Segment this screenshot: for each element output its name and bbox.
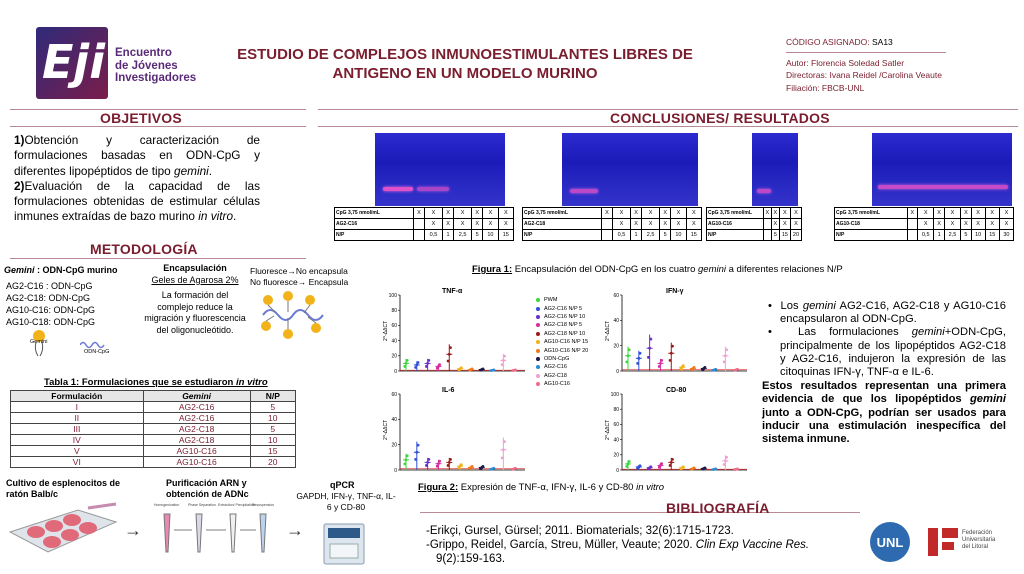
data-point	[627, 354, 630, 357]
legend-label: AG10-C16 N/P 15	[544, 339, 589, 346]
legend-swatch	[536, 357, 540, 361]
y-tick-label: 40	[391, 417, 397, 424]
legend-swatch	[536, 365, 540, 369]
data-point	[492, 467, 495, 470]
data-point	[405, 362, 408, 365]
results-heading: CONCLUSIONES/ RESULTADOS	[610, 110, 830, 126]
data-point	[669, 464, 672, 467]
data-point	[482, 367, 485, 370]
step-label: Extraction/ Precipitation	[218, 503, 255, 507]
data-point	[514, 467, 517, 470]
author: Autor: Florencia Soledad Satler	[786, 57, 905, 68]
data-point	[414, 458, 417, 461]
legend-swatch	[536, 323, 540, 327]
data-point	[514, 369, 517, 372]
table-header: Formulación	[11, 391, 144, 402]
data-point	[736, 468, 739, 471]
purification-label: Purificación ARN y obtención de ADNc	[166, 478, 249, 499]
data-point	[503, 440, 506, 443]
legend-swatch	[536, 332, 540, 336]
data-point	[671, 458, 674, 461]
data-point	[658, 365, 661, 368]
data-point	[724, 459, 727, 462]
conclusions-text	[762, 300, 1006, 446]
y-tick-label: 80	[613, 407, 619, 413]
legend-label: AG10-C16	[544, 381, 570, 388]
data-point	[482, 465, 485, 468]
data-point	[417, 444, 420, 447]
gel-table: CpG 3,75 nmol/mL X X X X X X X X AG10-C18 X X X X X X X N/P 0,5 1 2,5 5 10 15 30	[834, 207, 1014, 241]
data-point	[682, 364, 685, 367]
data-point	[415, 451, 418, 454]
reference-2-cont: 9(2):159-163.	[436, 553, 506, 565]
data-point	[403, 463, 406, 466]
gemini-item: AG2-C16 : ODN-CpG	[6, 281, 93, 291]
data-point	[502, 448, 505, 451]
qpcr-machine-icon	[322, 520, 366, 566]
figure1-caption: Figura 1: Encapsulación del ODN-CpG en los cuatro gemini a diferentes relaciones N/P	[472, 264, 843, 275]
data-point	[405, 458, 408, 461]
y-tick-label: 20	[391, 353, 397, 360]
y-tick-label: 100	[610, 391, 619, 398]
data-point	[501, 363, 504, 366]
directors: Directoras: Ivana Reidel /Carolina Veaute	[786, 70, 942, 80]
y-tick-label: 0	[394, 368, 397, 375]
micelle-complex-icon	[258, 290, 330, 340]
y-tick-label: 40	[613, 318, 619, 325]
data-point	[449, 458, 452, 461]
encap-text: La formación del complejo reduce la migración y fluorescencia del oligonucleótido.	[144, 290, 246, 335]
data-point	[471, 465, 474, 468]
legend-swatch	[536, 307, 540, 311]
table-row: III AG2-C18 5	[11, 424, 296, 435]
legend-label: ODN-CpG	[544, 355, 570, 362]
table-header-row	[11, 391, 296, 402]
chart-title: CD-80	[666, 387, 687, 394]
data-point	[659, 362, 662, 365]
ifn-gamma-chart	[602, 283, 752, 378]
qpcr-text: GAPDH, IFN-γ, TNF-α, IL-6 y CD-80	[296, 491, 396, 512]
y-axis-label: 2^-ΔΔCT	[383, 419, 389, 440]
data-point	[426, 461, 429, 464]
arrow-icon: →	[124, 520, 142, 540]
y-tick-label: 100	[388, 292, 397, 299]
culture-label: Cultivo de esplenocitos de ratón Balb/c	[6, 478, 121, 499]
legend-label: AG10-C16 N/P 20	[544, 347, 589, 354]
fluor-line-1: Fluoresce→No encapsula	[250, 266, 348, 276]
data-point	[427, 359, 430, 362]
chart-title: IFN-γ	[666, 288, 684, 295]
encapsulation-block	[140, 263, 250, 336]
bibliography-list	[426, 524, 809, 566]
legend-swatch	[536, 340, 540, 344]
gel-image	[752, 133, 798, 206]
code-label: CÓDIGO ASIGNADO:	[786, 37, 870, 47]
data-point	[448, 353, 451, 356]
legend-label: AG2-C16	[544, 364, 567, 371]
legend-item	[536, 380, 588, 388]
data-point	[417, 361, 420, 364]
data-point	[704, 366, 707, 369]
legend-item	[536, 372, 588, 380]
table-row: V AG10-C16 15	[11, 446, 296, 457]
data-point	[714, 368, 717, 371]
data-point	[628, 348, 631, 351]
legend-item	[536, 363, 588, 371]
il-6-chart	[380, 382, 530, 477]
qpcr-label: qPCR	[330, 480, 355, 490]
y-tick-label: 60	[391, 391, 397, 398]
objectives-heading: OBJETIVOS	[100, 110, 182, 126]
logo-line-3: Investigadores	[115, 72, 197, 84]
y-tick-label: 40	[391, 338, 397, 345]
legend-label: AG2-C18	[544, 372, 567, 379]
gel-table: CpG 3,75 nmol/mL X X X X X X X AG2-C16 X X X X X X N/P 0,5 1 2,5 5 10 15	[334, 207, 514, 241]
encap-sub: Geles de Agarosa 2%	[151, 274, 239, 285]
data-point	[724, 354, 727, 357]
table-row: IV AG2-C18 10	[11, 435, 296, 446]
data-point	[670, 461, 673, 464]
bibliography-heading: BIBLIOGRAFÍA	[666, 500, 770, 516]
data-point	[438, 363, 441, 366]
data-point	[426, 362, 429, 365]
gemini-item: AG10-C16: ODN-CpG	[6, 305, 96, 315]
legend-item	[536, 338, 588, 346]
data-point	[492, 369, 495, 372]
data-point	[693, 466, 696, 469]
reference-1: -Erikçi, Gursel, Gürsel; 2011. Biomaterials; 32(6):1715-1723.	[426, 525, 734, 537]
unl-logo-text: UNL	[876, 534, 904, 550]
data-point	[460, 366, 463, 369]
data-point	[627, 463, 630, 466]
data-point	[625, 360, 628, 363]
data-point	[502, 359, 505, 362]
data-point	[647, 356, 650, 359]
gel-table: CpG 3,75 nmol/mL X X X X X X X AG2-C18 X X X X X X N/P 0,5 1 2,5 5 10 15	[522, 207, 702, 241]
table1-caption: Tabla 1: Formulaciones que se estudiaron in vitro	[44, 377, 268, 388]
data-point	[406, 454, 409, 457]
y-tick-label: 0	[394, 467, 397, 474]
data-point	[447, 360, 450, 363]
data-point	[723, 360, 726, 363]
legend-item	[536, 346, 588, 354]
data-point	[725, 348, 728, 351]
legend-item	[536, 296, 588, 304]
data-point	[649, 338, 652, 341]
fue-logo-text: Federación Universitaria del Litoral	[962, 530, 996, 550]
y-tick-label: 40	[613, 437, 619, 444]
data-point	[448, 461, 451, 464]
fluor-line-2: No fluoresce→ Encapsula	[250, 277, 349, 287]
title-line-2: ANTIGENO EN UN MODELO MURINO	[332, 65, 598, 82]
data-point	[671, 345, 674, 348]
table-header: Gemini	[143, 391, 250, 402]
gemini-label: Gemini	[30, 339, 48, 345]
data-point	[723, 463, 726, 466]
conclusion-bullet: • Las formulaciones gemini+ODN-CpG, principalmente de los lipopéptidos AG2-C18 y AG2-C16, indujeron la expresión de las citoquinas IFN-γ, TNF-α e IL-6.	[768, 326, 1006, 379]
chart-title: IL-6	[442, 387, 455, 394]
y-tick-label: 0	[616, 467, 619, 474]
objective-2: 2)Evaluación de la capacidad de las formulaciones obtenidas de estimular células inmunes extraídas de bazo murino in vitro.	[14, 178, 260, 224]
data-point	[471, 367, 474, 370]
data-point	[660, 462, 663, 465]
rna-extraction-steps-icon	[144, 500, 284, 560]
data-point	[415, 364, 418, 367]
culture-plate-icon	[8, 502, 118, 558]
eji-logo-letters: Eji	[42, 35, 105, 89]
odn-label: ODN-CpG	[84, 349, 110, 355]
data-point	[425, 365, 428, 368]
logo-line-1: Encuentro	[115, 47, 172, 59]
data-point	[637, 357, 640, 360]
y-tick-label: 20	[613, 343, 619, 350]
methodology-heading: METODOLOGÍA	[90, 241, 198, 257]
legend-item	[536, 330, 588, 338]
gel-image	[872, 133, 1012, 206]
data-point	[639, 464, 642, 467]
step-label: Phase Separation	[188, 503, 216, 507]
gemini-title: Gemini : ODN-CpG murino	[4, 265, 118, 275]
encap-title: Encapsulación	[163, 263, 227, 273]
fluor-notes	[250, 266, 348, 288]
data-point	[427, 458, 430, 461]
gel-image	[375, 133, 505, 206]
gemini-list	[6, 280, 118, 328]
legend-swatch	[536, 382, 540, 386]
data-point	[669, 359, 672, 362]
eji-logo	[36, 27, 108, 99]
code-line	[786, 36, 946, 49]
legend-swatch	[536, 349, 540, 353]
chart-title: TNF-α	[442, 288, 463, 295]
gel-table: CpG 3,75 nmol/mL X X X X AG10-C16 X X X N/P 5 15 20	[706, 207, 802, 241]
eji-logo-text	[115, 47, 196, 85]
data-point	[425, 464, 428, 467]
figure2-caption: Figura 2: Expresión de TNF-α, IFN-γ, IL-6 y CD-80 in vitro	[418, 482, 665, 493]
tnf-alpha-chart	[380, 283, 530, 378]
legend-item	[536, 313, 588, 321]
data-point	[736, 368, 739, 371]
y-tick-label: 60	[613, 292, 619, 299]
y-tick-label: 20	[391, 442, 397, 449]
gemini-item: AG10-C18: ODN-CpG	[6, 317, 96, 327]
data-point	[403, 365, 406, 368]
conclusion-summary: Estos resultados representan una primera evidencia de que los lipopéptidos gemini junto a ODN-CpG, podrían ser usados para inducir una estimulación inespecífica del sistema inmune.	[762, 380, 1006, 446]
step-label: Resuspension	[252, 503, 275, 507]
objectives-text	[14, 133, 260, 225]
legend-label: AG2-C16 N/P 10	[544, 313, 586, 320]
legend-label: PWM	[544, 297, 558, 304]
data-point	[460, 463, 463, 466]
data-point	[648, 347, 651, 350]
data-point	[649, 465, 652, 468]
legend-item	[536, 304, 588, 312]
gemini-block	[4, 264, 118, 328]
reference-2: -Grippo, Reidel, García, Streu, Müller, Veaute; 2020. Clin Exp Vaccine Res.	[426, 539, 810, 551]
data-point	[437, 462, 440, 465]
legend-item	[536, 321, 588, 329]
data-point	[628, 460, 631, 463]
data-point	[660, 359, 663, 362]
legend-item	[536, 355, 588, 363]
y-tick-label: 60	[391, 323, 397, 330]
table-row: II AG2-C16 10	[11, 413, 296, 424]
legend-swatch	[536, 374, 540, 378]
data-point	[693, 366, 696, 369]
gemini-item: AG2-C18: ODN-CpG	[6, 293, 91, 303]
legend-label: AG2-C16 N/P 5	[544, 305, 583, 312]
y-axis-label: 2^-ΔΔCT	[383, 320, 389, 341]
data-point	[436, 465, 439, 468]
data-point	[682, 465, 685, 468]
data-point	[406, 359, 409, 362]
title-line-1: ESTUDIO DE COMPLEJOS INMUNOESTIMULANTES LIBRES DE	[237, 46, 693, 63]
y-tick-label: 0	[616, 368, 619, 375]
y-tick-label: 60	[613, 422, 619, 429]
y-tick-label: 80	[391, 308, 397, 314]
y-tick-label: 20	[613, 452, 619, 459]
logo-line-2: de Jóvenes	[115, 59, 178, 72]
cd-80-chart	[602, 382, 752, 477]
data-point	[625, 465, 628, 468]
unl-logo	[870, 522, 910, 562]
data-point	[636, 362, 639, 365]
data-point	[670, 352, 673, 355]
y-axis-label: 2^-ΔΔCT	[605, 320, 611, 341]
data-point	[725, 456, 728, 459]
data-point	[414, 366, 417, 369]
data-point	[449, 346, 452, 349]
legend-swatch	[536, 298, 540, 302]
arrow-icon: →	[286, 520, 304, 540]
table-row: I AG2-C16 5	[11, 402, 296, 413]
table-header: N/P	[250, 391, 295, 402]
formulations-table	[10, 390, 296, 468]
legend-swatch	[536, 315, 540, 319]
legend-label: AG2-C18 N/P 5	[544, 322, 583, 329]
objective-1: 1)Obtención y caracterización de formulaciones basadas en ODN-CpG y diferentes lipopéptidos de tipo gemini.	[14, 133, 260, 178]
data-point	[447, 464, 450, 467]
table-row: VI AG10-C16 20	[11, 457, 296, 468]
gel-image	[562, 133, 698, 206]
legend-label: AG2-C18 N/P 10	[544, 330, 586, 337]
poster-title	[220, 45, 710, 83]
fue-logo-icon	[926, 524, 960, 560]
data-point	[714, 468, 717, 471]
chart-legend	[536, 296, 588, 388]
y-axis-label: 2^-ΔΔCT	[605, 419, 611, 440]
data-point	[501, 456, 504, 459]
data-point	[639, 352, 642, 355]
data-point	[704, 466, 707, 469]
conclusion-bullet: • Los gemini AG2-C16, AG2-C18 y AG10-C16 encapsularon al ODN-CpG.	[768, 300, 1006, 326]
affiliation: Filiación: FBCB-UNL	[786, 82, 865, 93]
step-label: Homogenization	[154, 503, 180, 507]
data-point	[438, 460, 441, 463]
code-value: SA13	[871, 37, 893, 47]
data-point	[503, 355, 506, 358]
info-box	[786, 36, 946, 94]
